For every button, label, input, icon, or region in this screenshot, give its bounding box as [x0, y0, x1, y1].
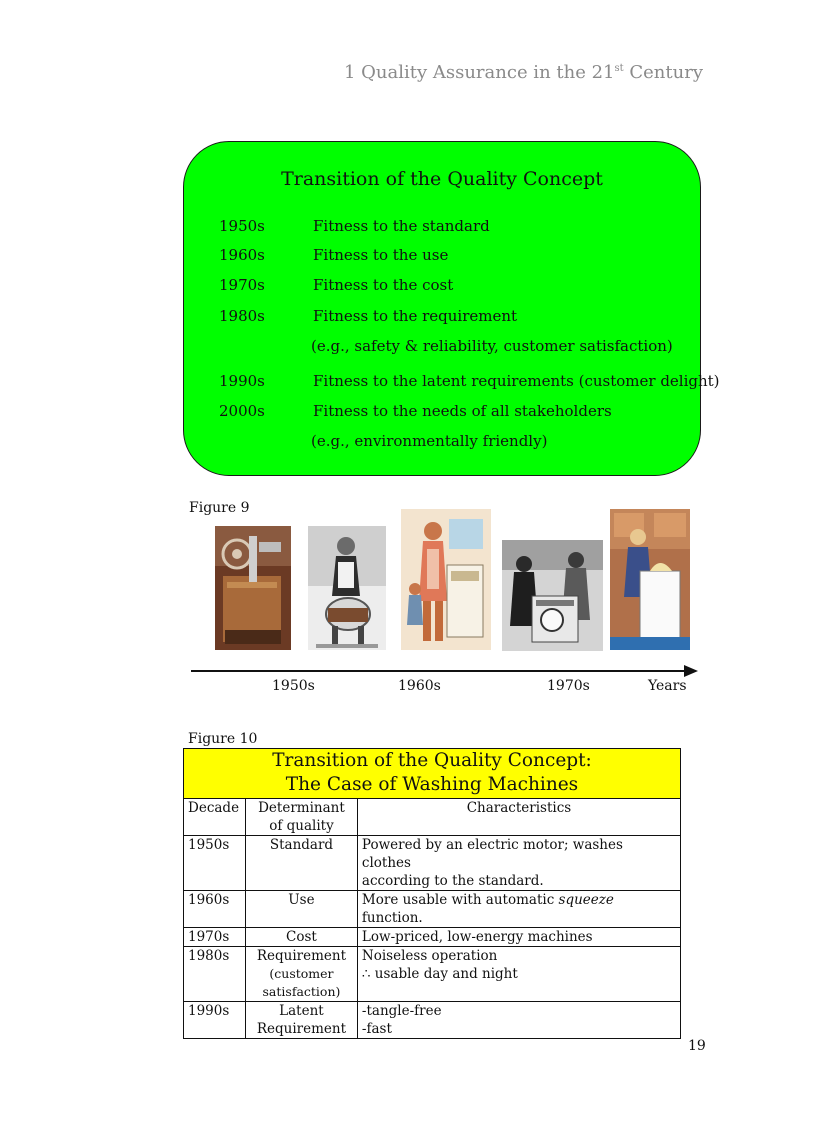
table-row: [184, 1002, 681, 1039]
header-determinant-line-2: of quality: [269, 818, 334, 834]
washer-photo-4: [502, 540, 603, 651]
table-title-line-2: The Case of Washing Machines: [285, 774, 579, 795]
row-decade: 1950s: [184, 836, 246, 891]
quality-year: 1960s: [219, 246, 265, 264]
row-characteristics-line-1: Powered by an electric motor; washes clothes: [361, 837, 623, 871]
table-row: [184, 947, 681, 1002]
table-title: [184, 749, 681, 799]
row-determinant-sub: satisfaction): [262, 984, 341, 999]
quality-note: (e.g., safety & reliability, customer satisfaction): [311, 337, 673, 355]
row-determinant: [245, 947, 357, 1002]
row-decade: 1970s: [184, 928, 246, 947]
row-characteristics: [357, 1002, 680, 1039]
row-determinant: [245, 1002, 357, 1039]
running-head-sup: st: [614, 63, 624, 74]
row-characteristics: [357, 836, 680, 891]
header-decade: Decade: [184, 799, 246, 836]
table-row: [184, 836, 681, 891]
row-characteristics-line-1: -tangle-free: [361, 1003, 442, 1019]
timeline-arrow-icon: [684, 665, 698, 677]
quality-year: 2000s: [219, 402, 265, 420]
row-characteristics: [357, 891, 680, 928]
header-characteristics: Characteristics: [357, 799, 680, 836]
row-characteristics-emphasis: squeeze: [558, 892, 614, 908]
row-characteristics-text: More usable with automatic: [361, 892, 559, 908]
quality-year: 1970s: [219, 276, 265, 294]
running-head-text: 1 Quality Assurance in the 21: [343, 62, 615, 83]
row-determinant-main: Requirement: [256, 948, 347, 964]
figure-9-label: Figure 9: [189, 500, 250, 516]
washer-photo-1: [215, 526, 291, 650]
row-determinant-sub: (customer: [269, 966, 334, 981]
row-determinant: Cost: [245, 928, 357, 947]
table-title-row: [184, 749, 681, 799]
timeline-axis: [191, 670, 687, 672]
washing-machine-table: [183, 748, 681, 1039]
quality-text: Fitness to the cost: [313, 276, 454, 294]
quality-text: Fitness to the needs of all stakeholders: [313, 402, 612, 420]
row-determinant-line-1: Latent: [279, 1003, 324, 1019]
row-decade: 1960s: [184, 891, 246, 928]
row-determinant-line-2: Requirement: [256, 1021, 347, 1037]
row-characteristics-text-end: function.: [361, 910, 423, 926]
timeline-label: Years: [648, 678, 687, 694]
quality-text: Fitness to the standard: [313, 217, 490, 235]
page-number: 19: [688, 1038, 706, 1054]
row-determinant: Use: [245, 891, 357, 928]
timeline-label: 1950s: [272, 678, 315, 694]
figure-10-label: Figure 10: [188, 731, 258, 747]
quality-text: Fitness to the use: [313, 246, 449, 264]
table-header-row: [184, 799, 681, 836]
row-decade: 1980s: [184, 947, 246, 1002]
quality-concept-box: [183, 141, 720, 476]
table-title-line-1: Transition of the Quality Concept:: [272, 750, 592, 771]
row-characteristics-line-2: according to the standard.: [361, 873, 544, 889]
header-determinant-line-1: Determinant: [258, 800, 345, 816]
timeline-label: 1960s: [398, 678, 441, 694]
row-decade: 1990s: [184, 1002, 246, 1039]
row-characteristics-line-2: ∴ usable day and night: [361, 966, 518, 982]
row-characteristics: [357, 947, 680, 1002]
header-determinant: [245, 799, 357, 836]
quality-text: Fitness to the latent requirements (customer delight): [313, 372, 720, 390]
washer-photo-2: [308, 526, 386, 650]
table-row: [184, 928, 681, 947]
quality-year: 1950s: [219, 217, 265, 235]
washer-photo-5: [610, 509, 690, 650]
quality-year: 1990s: [219, 372, 265, 390]
quality-box-title: Transition of the Quality Concept: [281, 168, 603, 190]
row-characteristics: Low-priced, low-energy machines: [357, 928, 680, 947]
table-row: [184, 891, 681, 928]
running-head: [344, 62, 703, 83]
row-determinant: Standard: [245, 836, 357, 891]
quality-note: (e.g., environmentally friendly): [311, 432, 548, 450]
row-characteristics-line-1: Noiseless operation: [361, 948, 498, 964]
row-characteristics-line-2: -fast: [361, 1021, 392, 1037]
timeline-label: 1970s: [547, 678, 590, 694]
washer-photo-3: [401, 509, 491, 650]
quality-text: Fitness to the requirement: [313, 307, 518, 325]
running-head-tail: Century: [623, 62, 703, 83]
quality-year: 1980s: [219, 307, 265, 325]
